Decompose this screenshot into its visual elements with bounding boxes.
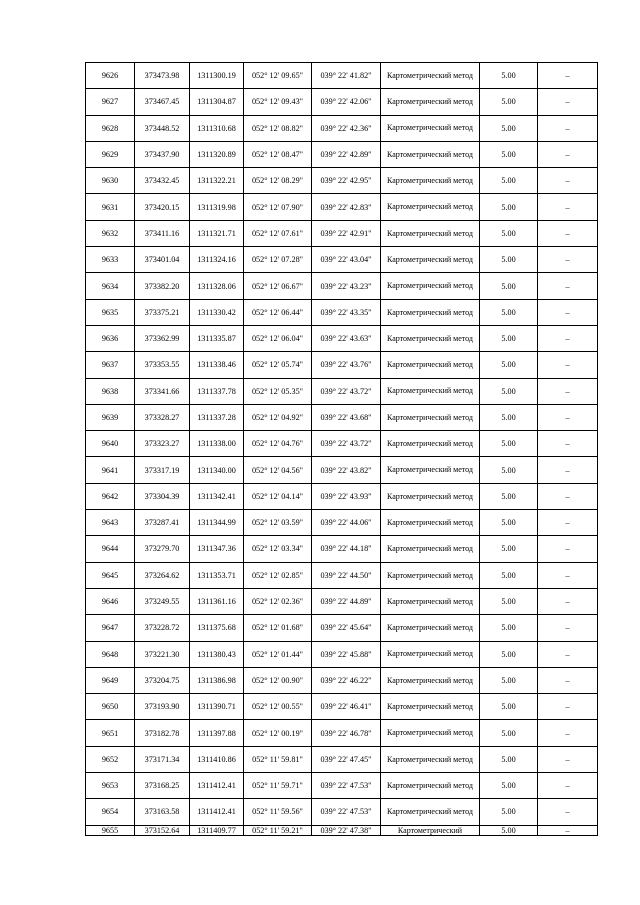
cell-note: –: [538, 115, 598, 141]
cell-longitude: 039° 22' 47.53": [312, 799, 381, 825]
cell-note: –: [538, 562, 598, 588]
cell-method: Картометрический метод: [381, 773, 480, 799]
cell-coord-x: 373448.52: [135, 115, 190, 141]
cell-accuracy: 5.00: [480, 483, 538, 509]
table-row: [86, 352, 598, 378]
cell-coord-y: 1311310.68: [190, 115, 244, 141]
cell-accuracy: 5.00: [480, 510, 538, 536]
cell-note: –: [538, 536, 598, 562]
cell-coord-y: 1311412.41: [190, 773, 244, 799]
table-row: [86, 694, 598, 720]
cell-accuracy: 5.00: [480, 273, 538, 299]
cell-latitude: 052° 12' 01.68": [244, 615, 312, 641]
cell-method: Картометрический метод: [381, 115, 480, 141]
cell-coord-y: 1311320.89: [190, 141, 244, 167]
cell-coord-y: 1311338.46: [190, 352, 244, 378]
cell-point-number: 9634: [86, 273, 135, 299]
cell-accuracy: 5.00: [480, 220, 538, 246]
cell-coord-x: 373221.30: [135, 641, 190, 667]
cell-latitude: 052° 12' 04.76": [244, 431, 312, 457]
cell-coord-x: 373375.21: [135, 299, 190, 325]
cell-point-number: 9630: [86, 168, 135, 194]
cell-point-number: 9636: [86, 325, 135, 351]
cell-point-number: 9627: [86, 89, 135, 115]
cell-latitude: 052° 12' 05.35": [244, 378, 312, 404]
cell-longitude: 039° 22' 44.50": [312, 562, 381, 588]
cell-latitude: 052° 12' 08.47": [244, 141, 312, 167]
cell-coord-x: 373353.55: [135, 352, 190, 378]
cell-accuracy: 5.00: [480, 299, 538, 325]
table-row: [86, 562, 598, 588]
cell-method: Картометрический метод: [381, 220, 480, 246]
cell-latitude: 052° 12' 05.74": [244, 352, 312, 378]
cell-accuracy: 5.00: [480, 562, 538, 588]
cell-latitude: 052° 11' 59.56": [244, 799, 312, 825]
cell-coord-x: 373432.45: [135, 168, 190, 194]
cell-longitude: 039° 22' 42.91": [312, 220, 381, 246]
cell-note: –: [538, 746, 598, 772]
table-row: [86, 431, 598, 457]
cell-method: Картометрический метод: [381, 194, 480, 220]
cell-longitude: 039° 22' 45.64": [312, 615, 381, 641]
coordinates-table: [85, 62, 598, 836]
cell-accuracy: 5.00: [480, 325, 538, 351]
cell-latitude: 052° 12' 03.59": [244, 510, 312, 536]
cell-longitude: 039° 22' 44.89": [312, 588, 381, 614]
cell-accuracy: 5.00: [480, 615, 538, 641]
table-row: [86, 89, 598, 115]
cell-longitude: 039° 22' 43.72": [312, 378, 381, 404]
cell-coord-x: 373304.39: [135, 483, 190, 509]
cell-method: Картометрический метод: [381, 510, 480, 536]
cell-method: Картометрический метод: [381, 273, 480, 299]
cell-point-number: 9645: [86, 562, 135, 588]
cell-coord-y: 1311337.28: [190, 404, 244, 430]
cell-point-number: 9649: [86, 667, 135, 693]
cell-coord-x: 373362.99: [135, 325, 190, 351]
cell-coord-x: 373328.27: [135, 404, 190, 430]
cell-point-number: 9650: [86, 694, 135, 720]
cell-coord-x: 373163.58: [135, 799, 190, 825]
cell-coord-x: 373323.27: [135, 431, 190, 457]
cell-note: –: [538, 510, 598, 536]
cell-latitude: 052° 12' 08.29": [244, 168, 312, 194]
cell-note: –: [538, 89, 598, 115]
cell-coord-x: 373317.19: [135, 457, 190, 483]
cell-coord-x: 373171.34: [135, 746, 190, 772]
cell-latitude: 052° 12' 09.65": [244, 63, 312, 89]
cell-longitude: 039° 22' 42.06": [312, 89, 381, 115]
cell-longitude: 039° 22' 42.95": [312, 168, 381, 194]
cell-latitude: 052° 12' 06.67": [244, 273, 312, 299]
table-row: [86, 799, 598, 825]
cell-coord-y: 1311347.36: [190, 536, 244, 562]
table-row: [86, 299, 598, 325]
cell-method: Картометрический метод: [381, 536, 480, 562]
cell-latitude: 052° 12' 06.44": [244, 299, 312, 325]
cell-method: Картометрический метод: [381, 378, 480, 404]
cell-latitude: 052° 12' 00.55": [244, 694, 312, 720]
cell-longitude: 039° 22' 42.89": [312, 141, 381, 167]
cell-method: Картометрический метод: [381, 483, 480, 509]
cell-method: Картометрический метод: [381, 404, 480, 430]
cell-coord-y: 1311409.77: [190, 825, 244, 835]
cell-accuracy: 5.00: [480, 773, 538, 799]
cell-longitude: 039° 22' 43.35": [312, 299, 381, 325]
cell-coord-x: 373287.41: [135, 510, 190, 536]
cell-coord-x: 373467.45: [135, 89, 190, 115]
cell-longitude: 039° 22' 43.04": [312, 247, 381, 273]
cell-note: –: [538, 720, 598, 746]
cell-method: Картометрический метод: [381, 588, 480, 614]
cell-latitude: 052° 11' 59.21": [244, 825, 312, 835]
cell-coord-x: 373249.55: [135, 588, 190, 614]
cell-note: –: [538, 825, 598, 835]
table-row: [86, 667, 598, 693]
cell-coord-y: 1311375.68: [190, 615, 244, 641]
cell-accuracy: 5.00: [480, 799, 538, 825]
cell-longitude: 039° 22' 43.82": [312, 457, 381, 483]
cell-coord-y: 1311342.41: [190, 483, 244, 509]
cell-longitude: 039° 22' 47.38": [312, 825, 381, 835]
cell-coord-x: 373228.72: [135, 615, 190, 641]
cell-accuracy: 5.00: [480, 378, 538, 404]
cell-coord-x: 373473.98: [135, 63, 190, 89]
cell-method: Картометрический метод: [381, 325, 480, 351]
cell-latitude: 052° 12' 06.04": [244, 325, 312, 351]
cell-accuracy: 5.00: [480, 641, 538, 667]
table-row: [86, 141, 598, 167]
cell-method: Картометрический метод: [381, 615, 480, 641]
cell-note: –: [538, 378, 598, 404]
cell-accuracy: 5.00: [480, 746, 538, 772]
table-row: [86, 220, 598, 246]
cell-method: Картометрический: [381, 825, 480, 835]
cell-longitude: 039° 22' 43.63": [312, 325, 381, 351]
cell-note: –: [538, 483, 598, 509]
cell-method: Картометрический метод: [381, 720, 480, 746]
table-row: [86, 588, 598, 614]
cell-coord-y: 1311319.98: [190, 194, 244, 220]
cell-note: –: [538, 194, 598, 220]
cell-point-number: 9643: [86, 510, 135, 536]
cell-latitude: 052° 12' 02.36": [244, 588, 312, 614]
cell-note: –: [538, 168, 598, 194]
cell-coord-x: 373437.90: [135, 141, 190, 167]
cell-coord-x: 373382.20: [135, 273, 190, 299]
table-row: [86, 273, 598, 299]
cell-point-number: 9638: [86, 378, 135, 404]
cell-note: –: [538, 299, 598, 325]
cell-coord-x: 373264.62: [135, 562, 190, 588]
cell-note: –: [538, 457, 598, 483]
cell-note: –: [538, 247, 598, 273]
cell-longitude: 039° 22' 46.41": [312, 694, 381, 720]
cell-point-number: 9632: [86, 220, 135, 246]
cell-coord-y: 1311328.06: [190, 273, 244, 299]
cell-point-number: 9640: [86, 431, 135, 457]
cell-coord-y: 1311380.43: [190, 641, 244, 667]
cell-coord-x: 373420.15: [135, 194, 190, 220]
table-row: [86, 720, 598, 746]
cell-method: Картометрический метод: [381, 141, 480, 167]
cell-note: –: [538, 352, 598, 378]
cell-point-number: 9648: [86, 641, 135, 667]
cell-accuracy: 5.00: [480, 431, 538, 457]
cell-point-number: 9653: [86, 773, 135, 799]
cell-accuracy: 5.00: [480, 536, 538, 562]
cell-latitude: 052° 12' 04.56": [244, 457, 312, 483]
cell-coord-y: 1311321.71: [190, 220, 244, 246]
cell-note: –: [538, 694, 598, 720]
cell-coord-y: 1311410.86: [190, 746, 244, 772]
cell-point-number: 9654: [86, 799, 135, 825]
cell-coord-y: 1311340.00: [190, 457, 244, 483]
cell-longitude: 039° 22' 43.72": [312, 431, 381, 457]
cell-method: Картометрический метод: [381, 694, 480, 720]
cell-latitude: 052° 12' 08.82": [244, 115, 312, 141]
cell-latitude: 052° 12' 00.19": [244, 720, 312, 746]
cell-latitude: 052° 12' 09.43": [244, 89, 312, 115]
cell-longitude: 039° 22' 43.68": [312, 404, 381, 430]
cell-method: Картометрический метод: [381, 457, 480, 483]
table-row: [86, 825, 598, 835]
cell-coord-y: 1311353.71: [190, 562, 244, 588]
cell-coord-x: 373193.90: [135, 694, 190, 720]
cell-coord-y: 1311337.78: [190, 378, 244, 404]
cell-method: Картометрический метод: [381, 352, 480, 378]
cell-coord-x: 373411.16: [135, 220, 190, 246]
cell-method: Картометрический метод: [381, 799, 480, 825]
cell-note: –: [538, 431, 598, 457]
cell-accuracy: 5.00: [480, 194, 538, 220]
cell-note: –: [538, 325, 598, 351]
cell-note: –: [538, 141, 598, 167]
cell-coord-x: 373341.66: [135, 378, 190, 404]
cell-point-number: 9642: [86, 483, 135, 509]
cell-accuracy: 5.00: [480, 588, 538, 614]
cell-coord-y: 1311300.19: [190, 63, 244, 89]
cell-accuracy: 5.00: [480, 63, 538, 89]
cell-accuracy: 5.00: [480, 720, 538, 746]
table-row: [86, 115, 598, 141]
cell-coord-x: 373182.78: [135, 720, 190, 746]
cell-note: –: [538, 799, 598, 825]
cell-accuracy: 5.00: [480, 825, 538, 835]
cell-coord-y: 1311397.88: [190, 720, 244, 746]
cell-point-number: 9629: [86, 141, 135, 167]
cell-latitude: 052° 12' 03.34": [244, 536, 312, 562]
cell-longitude: 039° 22' 41.82": [312, 63, 381, 89]
cell-accuracy: 5.00: [480, 457, 538, 483]
cell-accuracy: 5.00: [480, 667, 538, 693]
cell-latitude: 052° 11' 59.81": [244, 746, 312, 772]
cell-point-number: 9647: [86, 615, 135, 641]
cell-point-number: 9633: [86, 247, 135, 273]
cell-longitude: 039° 22' 46.78": [312, 720, 381, 746]
cell-longitude: 039° 22' 47.45": [312, 746, 381, 772]
cell-coord-y: 1311344.99: [190, 510, 244, 536]
table-row: [86, 168, 598, 194]
cell-method: Картометрический метод: [381, 746, 480, 772]
cell-method: Картометрический метод: [381, 641, 480, 667]
cell-accuracy: 5.00: [480, 141, 538, 167]
cell-note: –: [538, 404, 598, 430]
cell-note: –: [538, 63, 598, 89]
cell-note: –: [538, 773, 598, 799]
cell-accuracy: 5.00: [480, 404, 538, 430]
cell-note: –: [538, 220, 598, 246]
cell-method: Картометрический метод: [381, 63, 480, 89]
cell-note: –: [538, 615, 598, 641]
cell-point-number: 9626: [86, 63, 135, 89]
cell-note: –: [538, 641, 598, 667]
cell-accuracy: 5.00: [480, 168, 538, 194]
table-row: [86, 378, 598, 404]
cell-coord-x: 373401.04: [135, 247, 190, 273]
cell-latitude: 052° 12' 07.61": [244, 220, 312, 246]
table-row: [86, 510, 598, 536]
cell-coord-x: 373279.70: [135, 536, 190, 562]
cell-coord-y: 1311412.41: [190, 799, 244, 825]
cell-longitude: 039° 22' 44.06": [312, 510, 381, 536]
cell-coord-y: 1311330.42: [190, 299, 244, 325]
cell-point-number: 9655: [86, 825, 135, 835]
cell-longitude: 039° 22' 43.93": [312, 483, 381, 509]
cell-coord-y: 1311338.00: [190, 431, 244, 457]
cell-method: Картометрический метод: [381, 299, 480, 325]
cell-longitude: 039° 22' 42.83": [312, 194, 381, 220]
cell-point-number: 9641: [86, 457, 135, 483]
cell-latitude: 052° 12' 04.92": [244, 404, 312, 430]
cell-coord-y: 1311361.16: [190, 588, 244, 614]
cell-latitude: 052° 12' 01.44": [244, 641, 312, 667]
cell-point-number: 9646: [86, 588, 135, 614]
table-row: [86, 773, 598, 799]
cell-method: Картометрический метод: [381, 168, 480, 194]
cell-coord-y: 1311386.98: [190, 667, 244, 693]
cell-point-number: 9628: [86, 115, 135, 141]
cell-accuracy: 5.00: [480, 247, 538, 273]
cell-accuracy: 5.00: [480, 89, 538, 115]
cell-method: Картометрический метод: [381, 431, 480, 457]
table-row: [86, 746, 598, 772]
cell-latitude: 052° 12' 02.85": [244, 562, 312, 588]
cell-accuracy: 5.00: [480, 694, 538, 720]
table-row: [86, 641, 598, 667]
cell-point-number: 9637: [86, 352, 135, 378]
cell-method: Картометрический метод: [381, 247, 480, 273]
table-row: [86, 247, 598, 273]
cell-longitude: 039° 22' 43.76": [312, 352, 381, 378]
cell-coord-y: 1311322.21: [190, 168, 244, 194]
table-row: [86, 615, 598, 641]
coordinates-table-body: [86, 63, 598, 836]
table-row: [86, 536, 598, 562]
cell-note: –: [538, 667, 598, 693]
cell-latitude: 052° 12' 07.90": [244, 194, 312, 220]
cell-coord-y: 1311335.87: [190, 325, 244, 351]
cell-point-number: 9635: [86, 299, 135, 325]
cell-longitude: 039° 22' 46.22": [312, 667, 381, 693]
cell-longitude: 039° 22' 42.36": [312, 115, 381, 141]
cell-coord-x: 373152.64: [135, 825, 190, 835]
cell-longitude: 039° 22' 43.23": [312, 273, 381, 299]
cell-coord-y: 1311390.71: [190, 694, 244, 720]
cell-coord-x: 373168.25: [135, 773, 190, 799]
cell-note: –: [538, 273, 598, 299]
cell-longitude: 039° 22' 44.18": [312, 536, 381, 562]
table-row: [86, 457, 598, 483]
cell-point-number: 9639: [86, 404, 135, 430]
cell-method: Картометрический метод: [381, 667, 480, 693]
cell-point-number: 9631: [86, 194, 135, 220]
table-row: [86, 325, 598, 351]
cell-latitude: 052° 12' 07.28": [244, 247, 312, 273]
cell-note: –: [538, 588, 598, 614]
table-row: [86, 483, 598, 509]
cell-point-number: 9652: [86, 746, 135, 772]
cell-method: Картометрический метод: [381, 89, 480, 115]
cell-point-number: 9644: [86, 536, 135, 562]
cell-coord-x: 373204.75: [135, 667, 190, 693]
cell-latitude: 052° 12' 04.14": [244, 483, 312, 509]
cell-coord-y: 1311304.87: [190, 89, 244, 115]
cell-latitude: 052° 12' 00.90": [244, 667, 312, 693]
cell-latitude: 052° 11' 59.71": [244, 773, 312, 799]
table-row: [86, 404, 598, 430]
cell-longitude: 039° 22' 45.88": [312, 641, 381, 667]
table-row: [86, 194, 598, 220]
cell-longitude: 039° 22' 47.53": [312, 773, 381, 799]
cell-accuracy: 5.00: [480, 115, 538, 141]
cell-coord-y: 1311324.16: [190, 247, 244, 273]
cell-method: Картометрический метод: [381, 562, 480, 588]
cell-point-number: 9651: [86, 720, 135, 746]
cell-accuracy: 5.00: [480, 352, 538, 378]
table-row: [86, 63, 598, 89]
